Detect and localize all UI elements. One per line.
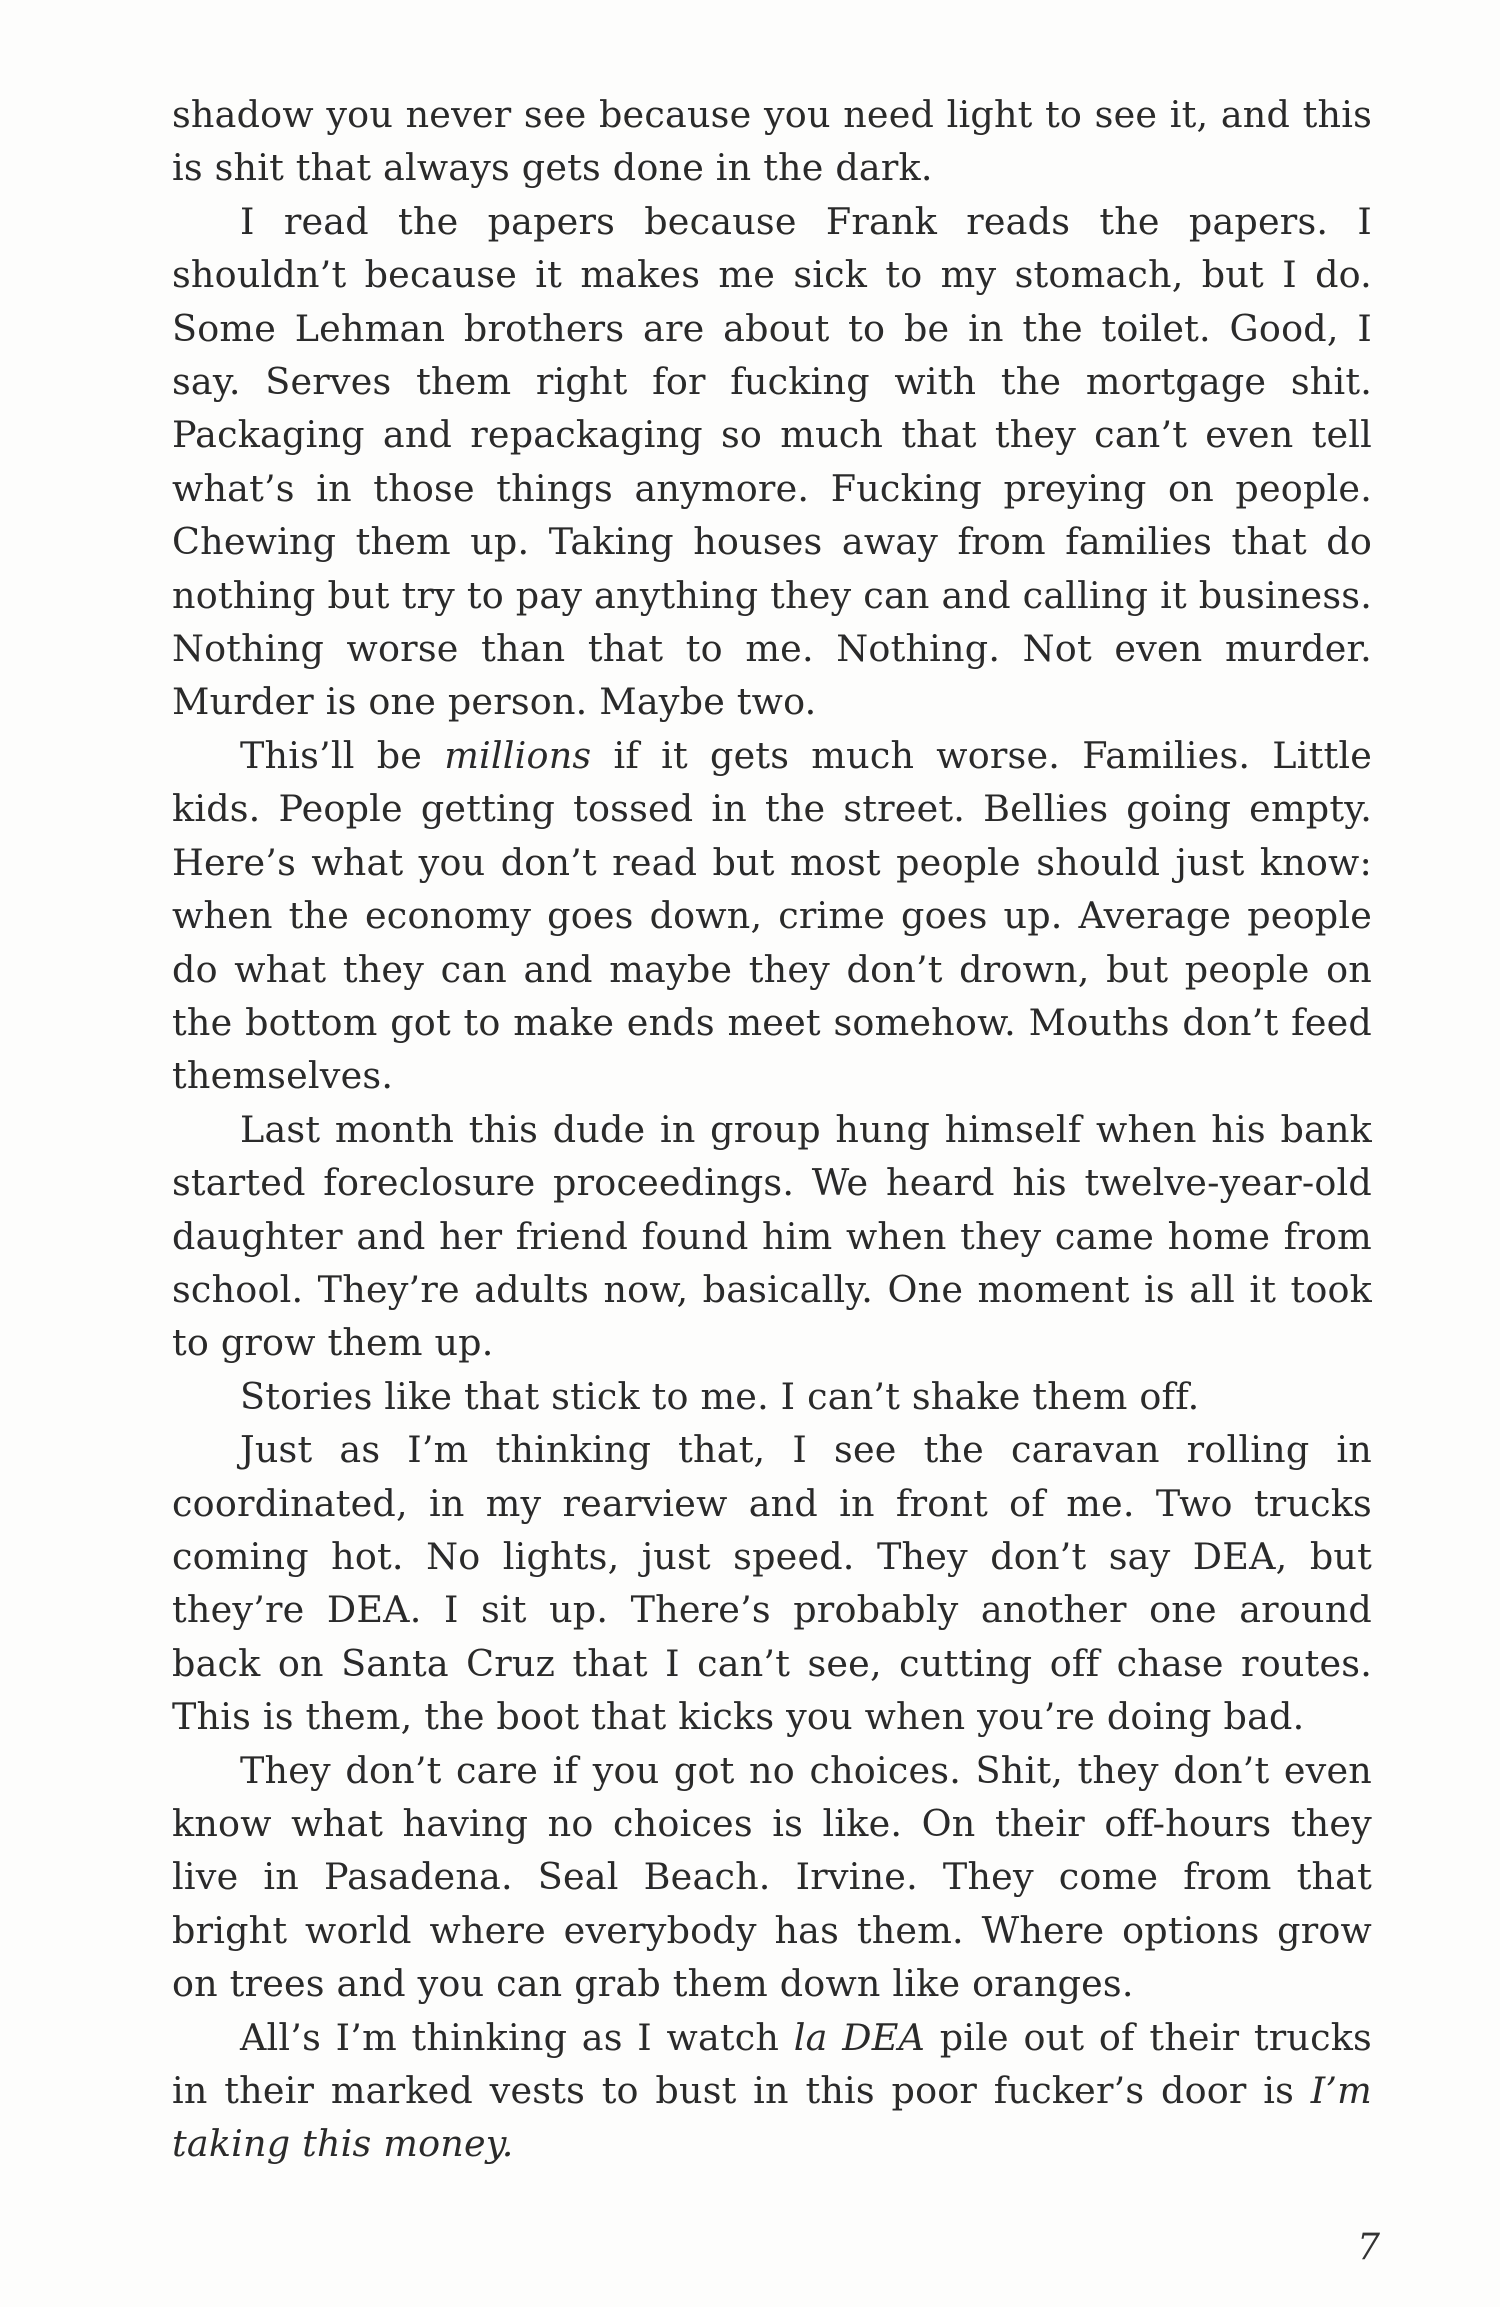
paragraph bbox=[172, 1103, 1372, 1370]
text-run: This’ll be bbox=[240, 733, 445, 777]
text-run: I read the papers because Frank reads the papers. I shouldn’t because it makes me sick to my stomach, but I do. Some Lehman brothers are about to be in the toilet. Good, I say. Serves them right for fucking with the mortgage shit. Packaging and repackaging so much that they can’t even tell what’s in those things anymore. Fucking preying on people. Chewing them up. Taking houses away from families that do nothing but try to pay anything they can and calling it business. Nothing worse than that to me. Nothing. Not even murder. Murder is one person. Maybe two. bbox=[172, 199, 1372, 724]
paragraph bbox=[172, 88, 1372, 195]
text-run: shadow you never see because you need light to see it, and this is shit that always gets done in the dark. bbox=[172, 93, 1372, 190]
italic-text: millions bbox=[444, 733, 592, 777]
paragraph bbox=[172, 1744, 1372, 2011]
paragraph bbox=[172, 195, 1372, 729]
text-run: They don’t care if you got no choices. Shit, they don’t even know what having no choices is like. On their off-hours they live in Pasadena. Seal Beach. Irvine. They come from that bright world where everybody has them. Where options grow on trees and you can grab them down like oranges. bbox=[172, 1748, 1372, 2006]
italic-text: la DEA bbox=[793, 2015, 926, 2059]
page-number: 7 bbox=[1357, 2227, 1380, 2268]
italic-text: I’m taking this money. bbox=[172, 2069, 1372, 2166]
text-run: pile out of their trucks in their marked vests to bust in this poor fucker’s door is bbox=[172, 2015, 1372, 2113]
text-run: Just as I’m thinking that, I see the caravan rolling in coordinated, in my rearview and in front of me. Two trucks coming hot. No lights, just speed. They don’t say DEA, but they’re DEA. I sit up. There’s probably another one around back on Santa Cruz that I can’t see, cutting off chase routes. This is them, the boot that kicks you when you’re doing bad. bbox=[172, 1428, 1372, 1739]
text-run: All’s I’m thinking as I watch bbox=[240, 2015, 794, 2059]
text-run: Last month this dude in group hung himself when his bank started foreclosure proceedings. We heard his twelve-year-old daughter and her friend found him when they came home from school. They’re adults now, basically. One moment is all it took to grow them up. bbox=[172, 1107, 1372, 1365]
paragraph bbox=[172, 2011, 1372, 2171]
body-text bbox=[172, 88, 1372, 2171]
paragraph bbox=[172, 1370, 1372, 1423]
text-run: Stories like that stick to me. I can’t shake them off. bbox=[240, 1374, 1200, 1418]
paragraph bbox=[172, 729, 1372, 1103]
paragraph bbox=[172, 1423, 1372, 1743]
text-run: if it gets much worse. Families. Little kids. People getting tossed in the street. Bellies going empty. Here’s what you don’t read but most people should just know: when the economy goes down, crime goes up. Average people do what they can and maybe they don’t drown, but people on the bottom got to make ends meet somehow. Mouths don’t feed themselves. bbox=[172, 733, 1373, 1098]
